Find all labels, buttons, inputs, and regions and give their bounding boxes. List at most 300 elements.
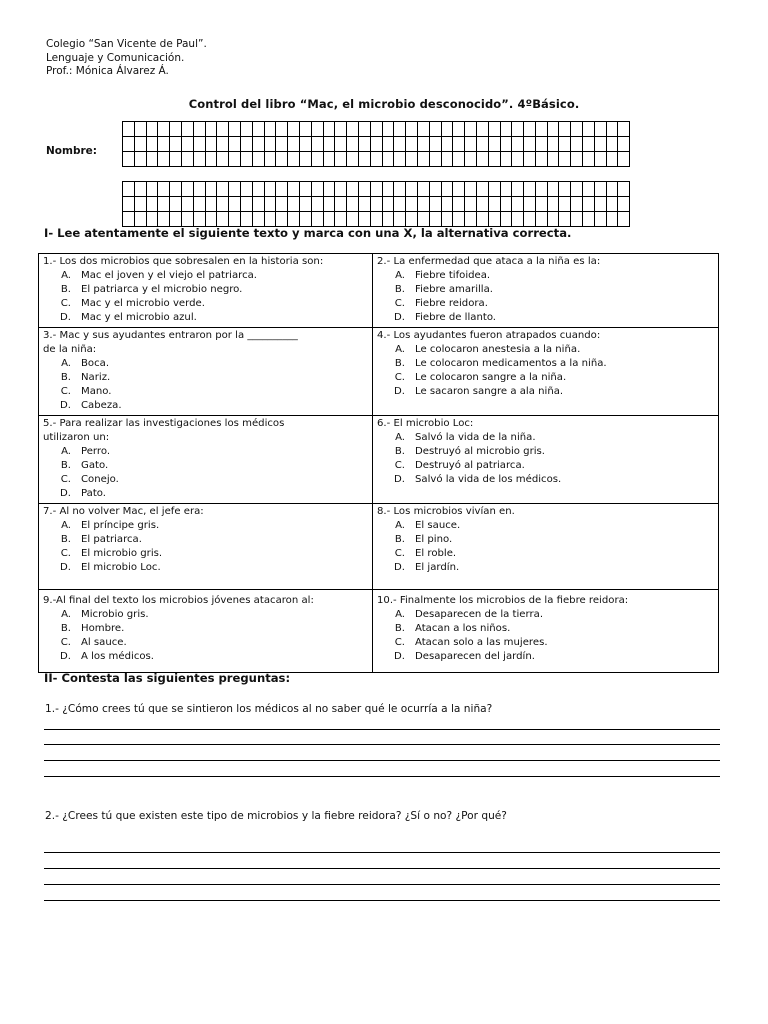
name-grid-cell[interactable] <box>559 212 571 227</box>
name-grid-cell[interactable] <box>123 212 135 227</box>
name-grid-cell[interactable] <box>594 137 606 152</box>
name-grid-cell[interactable] <box>276 137 288 152</box>
name-grid-cell[interactable] <box>299 122 311 137</box>
name-grid-cell[interactable] <box>146 197 158 212</box>
name-grid-cell[interactable] <box>335 122 347 137</box>
name-grid-cell[interactable] <box>465 122 477 137</box>
name-grid-cell[interactable] <box>123 197 135 212</box>
name-grid-cell[interactable] <box>606 152 618 167</box>
answer-option[interactable] <box>377 431 714 445</box>
answer-option[interactable] <box>43 636 368 650</box>
name-grid-cell[interactable] <box>311 182 323 197</box>
name-grid-cell[interactable] <box>146 212 158 227</box>
name-grid-cell[interactable] <box>512 122 524 137</box>
name-grid-cell[interactable] <box>465 137 477 152</box>
name-grid-cell[interactable] <box>417 152 429 167</box>
name-grid-cell[interactable] <box>606 182 618 197</box>
name-grid-cell[interactable] <box>181 122 193 137</box>
name-grid-cell[interactable] <box>429 197 441 212</box>
name-grid-cell[interactable] <box>606 212 618 227</box>
name-grid-cell[interactable] <box>547 152 559 167</box>
name-grid-cell[interactable] <box>217 137 229 152</box>
name-grid-cell[interactable] <box>524 122 536 137</box>
name-grid-cell[interactable] <box>618 182 630 197</box>
name-grid-cell[interactable] <box>358 152 370 167</box>
answer-option[interactable] <box>377 357 714 371</box>
name-grid-cell[interactable] <box>453 137 465 152</box>
name-grid-cell[interactable] <box>370 197 382 212</box>
answer-option[interactable] <box>377 297 714 311</box>
name-grid-cell[interactable] <box>217 182 229 197</box>
name-grid-cell[interactable] <box>252 152 264 167</box>
name-grid-cell[interactable] <box>123 137 135 152</box>
name-grid-cell[interactable] <box>488 122 500 137</box>
name-grid-cell[interactable] <box>488 197 500 212</box>
answer-option[interactable] <box>377 459 714 473</box>
name-grid-cell[interactable] <box>146 182 158 197</box>
name-grid-cell[interactable] <box>311 122 323 137</box>
name-grid-cell[interactable] <box>394 182 406 197</box>
name-grid-cell[interactable] <box>559 182 571 197</box>
name-grid-cell[interactable] <box>335 212 347 227</box>
name-grid-cell[interactable] <box>618 212 630 227</box>
answer-line[interactable] <box>44 852 720 853</box>
name-grid-cell[interactable] <box>488 137 500 152</box>
name-grid-cell[interactable] <box>217 152 229 167</box>
name-grid-cell[interactable] <box>488 182 500 197</box>
name-grid-cell[interactable] <box>547 197 559 212</box>
name-grid-cell[interactable] <box>134 182 146 197</box>
name-grid-cell[interactable] <box>229 122 241 137</box>
answer-line[interactable] <box>44 776 720 777</box>
name-grid-cell[interactable] <box>123 122 135 137</box>
name-grid-cell[interactable] <box>181 212 193 227</box>
answer-line[interactable] <box>44 744 720 745</box>
name-grid-cell[interactable] <box>524 197 536 212</box>
name-grid-cell[interactable] <box>406 152 418 167</box>
name-grid-cell[interactable] <box>264 212 276 227</box>
name-grid-cell[interactable] <box>535 122 547 137</box>
answer-option[interactable] <box>377 622 714 636</box>
name-grid-cell[interactable] <box>524 137 536 152</box>
name-grid-cell[interactable] <box>170 197 182 212</box>
name-grid-cell[interactable] <box>205 197 217 212</box>
name-grid-cell[interactable] <box>476 137 488 152</box>
name-grid-cell[interactable] <box>618 197 630 212</box>
name-grid-cell[interactable] <box>417 197 429 212</box>
answer-line[interactable] <box>44 760 720 761</box>
name-grid-cell[interactable] <box>606 197 618 212</box>
name-grid-cell[interactable] <box>465 212 477 227</box>
answer-option[interactable] <box>377 445 714 459</box>
name-grid-cell[interactable] <box>606 122 618 137</box>
name-grid-cell[interactable] <box>134 137 146 152</box>
name-grid-cell[interactable] <box>299 152 311 167</box>
name-grid-cell[interactable] <box>382 152 394 167</box>
name-grid-cell[interactable] <box>583 152 595 167</box>
name-grid-cell[interactable] <box>193 197 205 212</box>
name-grid-cell[interactable] <box>406 122 418 137</box>
name-grid-cell[interactable] <box>453 152 465 167</box>
name-grid-cell[interactable] <box>347 137 359 152</box>
answer-option[interactable] <box>377 311 714 325</box>
name-grid-cell[interactable] <box>547 137 559 152</box>
name-grid-cell[interactable] <box>252 212 264 227</box>
name-grid-cell[interactable] <box>524 182 536 197</box>
name-grid-cell[interactable] <box>323 152 335 167</box>
answer-option[interactable] <box>43 357 368 371</box>
name-grid-cell[interactable] <box>512 212 524 227</box>
name-grid-cell[interactable] <box>382 197 394 212</box>
name-grid-cell[interactable] <box>453 197 465 212</box>
name-grid-cell[interactable] <box>264 137 276 152</box>
name-grid-cell[interactable] <box>535 197 547 212</box>
name-grid-cell[interactable] <box>134 122 146 137</box>
name-grid-cell[interactable] <box>358 137 370 152</box>
name-grid-cell[interactable] <box>264 122 276 137</box>
name-grid-cell[interactable] <box>535 182 547 197</box>
answer-option[interactable] <box>43 297 368 311</box>
name-grid-cell[interactable] <box>170 182 182 197</box>
name-grid-cell[interactable] <box>217 197 229 212</box>
name-grid-cell[interactable] <box>158 122 170 137</box>
name-grid-cell[interactable] <box>240 182 252 197</box>
answer-line[interactable] <box>44 729 720 730</box>
name-grid-cell[interactable] <box>146 152 158 167</box>
name-grid-cell[interactable] <box>288 122 300 137</box>
name-grid-cell[interactable] <box>488 212 500 227</box>
name-grid-cell[interactable] <box>240 197 252 212</box>
name-grid-cell[interactable] <box>347 182 359 197</box>
answer-option[interactable] <box>43 459 368 473</box>
name-grid-cell[interactable] <box>299 137 311 152</box>
name-grid-cell[interactable] <box>441 212 453 227</box>
name-grid-cell[interactable] <box>323 212 335 227</box>
answer-option[interactable] <box>43 487 368 501</box>
name-grid-cell[interactable] <box>406 212 418 227</box>
name-grid-cell[interactable] <box>394 152 406 167</box>
name-grid-cell[interactable] <box>476 122 488 137</box>
name-grid-cell[interactable] <box>311 197 323 212</box>
name-grid-cell[interactable] <box>441 152 453 167</box>
name-grid-cell[interactable] <box>618 122 630 137</box>
answer-option[interactable] <box>43 385 368 399</box>
name-grid-cell[interactable] <box>500 152 512 167</box>
name-grid-cell[interactable] <box>406 182 418 197</box>
name-grid-cell[interactable] <box>335 137 347 152</box>
answer-line[interactable] <box>44 868 720 869</box>
answer-option[interactable] <box>43 533 368 547</box>
name-grid-cell[interactable] <box>229 182 241 197</box>
name-grid-cell[interactable] <box>205 122 217 137</box>
name-grid-cell[interactable] <box>594 212 606 227</box>
name-grid-cell[interactable] <box>547 182 559 197</box>
name-grid-cell[interactable] <box>335 197 347 212</box>
name-grid-cell[interactable] <box>358 122 370 137</box>
answer-option[interactable] <box>377 283 714 297</box>
name-grid-cell[interactable] <box>276 197 288 212</box>
name-grid-cell[interactable] <box>571 137 583 152</box>
name-grid-cell[interactable] <box>205 212 217 227</box>
answer-option[interactable] <box>377 650 714 664</box>
answer-option[interactable] <box>377 636 714 650</box>
name-grid-top[interactable] <box>122 121 630 167</box>
name-grid-cell[interactable] <box>299 197 311 212</box>
name-grid-cell[interactable] <box>465 197 477 212</box>
answer-option[interactable] <box>377 343 714 357</box>
name-grid-cell[interactable] <box>594 122 606 137</box>
name-grid-cell[interactable] <box>441 197 453 212</box>
name-grid-cell[interactable] <box>299 182 311 197</box>
answer-option[interactable] <box>43 283 368 297</box>
name-grid-cell[interactable] <box>323 122 335 137</box>
name-grid-cell[interactable] <box>311 212 323 227</box>
answer-option[interactable] <box>43 311 368 325</box>
name-grid-cell[interactable] <box>571 197 583 212</box>
name-grid-cell[interactable] <box>264 182 276 197</box>
name-grid-cell[interactable] <box>158 212 170 227</box>
answer-option[interactable] <box>43 547 368 561</box>
name-grid-cell[interactable] <box>205 182 217 197</box>
name-grid-cell[interactable] <box>347 152 359 167</box>
name-grid-cell[interactable] <box>311 137 323 152</box>
name-grid-cell[interactable] <box>583 212 595 227</box>
name-grid-cell[interactable] <box>583 122 595 137</box>
name-grid-cell[interactable] <box>146 122 158 137</box>
name-grid-cell[interactable] <box>500 182 512 197</box>
name-grid-cell[interactable] <box>181 182 193 197</box>
name-grid-cell[interactable] <box>476 152 488 167</box>
name-grid-cell[interactable] <box>170 212 182 227</box>
name-grid-cell[interactable] <box>323 197 335 212</box>
name-grid-cell[interactable] <box>618 137 630 152</box>
name-grid-cell[interactable] <box>500 137 512 152</box>
name-grid-cell[interactable] <box>476 182 488 197</box>
name-grid-cell[interactable] <box>594 152 606 167</box>
name-grid-cell[interactable] <box>181 152 193 167</box>
name-grid-cell[interactable] <box>229 152 241 167</box>
name-grid-cell[interactable] <box>134 197 146 212</box>
name-grid-cell[interactable] <box>240 122 252 137</box>
name-grid-cell[interactable] <box>571 122 583 137</box>
answer-option[interactable] <box>43 622 368 636</box>
name-grid-cell[interactable] <box>288 152 300 167</box>
name-grid-cell[interactable] <box>524 212 536 227</box>
name-grid-cell[interactable] <box>559 152 571 167</box>
name-grid-cell[interactable] <box>335 182 347 197</box>
name-grid-cell[interactable] <box>441 137 453 152</box>
name-grid-cell[interactable] <box>193 122 205 137</box>
name-grid-cell[interactable] <box>571 212 583 227</box>
name-grid-cell[interactable] <box>347 212 359 227</box>
name-grid-cell[interactable] <box>347 197 359 212</box>
name-grid-cell[interactable] <box>288 197 300 212</box>
name-grid-cell[interactable] <box>476 212 488 227</box>
name-grid-cell[interactable] <box>217 212 229 227</box>
name-grid-cell[interactable] <box>170 122 182 137</box>
name-grid-cell[interactable] <box>559 197 571 212</box>
name-grid-cell[interactable] <box>370 212 382 227</box>
name-grid-cell[interactable] <box>441 122 453 137</box>
name-grid-cell[interactable] <box>181 137 193 152</box>
name-grid-cell[interactable] <box>134 212 146 227</box>
name-grid-cell[interactable] <box>158 182 170 197</box>
name-grid-cell[interactable] <box>240 152 252 167</box>
answer-option[interactable] <box>43 473 368 487</box>
name-grid-cell[interactable] <box>382 137 394 152</box>
name-grid-cell[interactable] <box>547 122 559 137</box>
name-grid-cell[interactable] <box>193 137 205 152</box>
name-grid-cell[interactable] <box>311 152 323 167</box>
name-grid-cell[interactable] <box>512 152 524 167</box>
name-grid-cell[interactable] <box>134 152 146 167</box>
name-grid-cell[interactable] <box>170 137 182 152</box>
name-grid-cell[interactable] <box>547 212 559 227</box>
name-grid-cell[interactable] <box>288 212 300 227</box>
name-grid-cell[interactable] <box>370 122 382 137</box>
answer-option[interactable] <box>43 561 368 575</box>
name-grid-cell[interactable] <box>476 197 488 212</box>
name-grid-cell[interactable] <box>252 137 264 152</box>
name-grid-cell[interactable] <box>229 137 241 152</box>
name-grid-cell[interactable] <box>252 182 264 197</box>
name-grid-cell[interactable] <box>288 182 300 197</box>
name-grid-cell[interactable] <box>170 152 182 167</box>
name-grid-cell[interactable] <box>606 137 618 152</box>
name-grid-cell[interactable] <box>240 137 252 152</box>
name-grid-cell[interactable] <box>429 152 441 167</box>
name-grid-cell[interactable] <box>252 197 264 212</box>
name-grid-cell[interactable] <box>417 182 429 197</box>
answer-option[interactable] <box>377 371 714 385</box>
name-grid-cell[interactable] <box>453 182 465 197</box>
name-grid-cell[interactable] <box>146 137 158 152</box>
name-grid-cell[interactable] <box>453 122 465 137</box>
name-grid-cell[interactable] <box>394 137 406 152</box>
name-grid-cell[interactable] <box>535 137 547 152</box>
answer-option[interactable] <box>377 533 714 547</box>
name-grid-cell[interactable] <box>394 122 406 137</box>
name-grid-cell[interactable] <box>500 122 512 137</box>
name-grid-cell[interactable] <box>583 137 595 152</box>
answer-line[interactable] <box>44 900 720 901</box>
name-grid-cell[interactable] <box>335 152 347 167</box>
name-grid-cell[interactable] <box>276 152 288 167</box>
name-grid-cell[interactable] <box>583 197 595 212</box>
name-grid-cell[interactable] <box>123 152 135 167</box>
name-grid-cell[interactable] <box>358 182 370 197</box>
name-grid-cell[interactable] <box>417 122 429 137</box>
name-grid-cell[interactable] <box>347 122 359 137</box>
name-grid-cell[interactable] <box>512 197 524 212</box>
answer-option[interactable] <box>377 473 714 487</box>
name-grid-cell[interactable] <box>594 197 606 212</box>
name-grid-cell[interactable] <box>512 182 524 197</box>
name-grid-cell[interactable] <box>158 137 170 152</box>
name-grid-cell[interactable] <box>429 137 441 152</box>
name-grid-cell[interactable] <box>500 197 512 212</box>
name-grid-cell[interactable] <box>583 182 595 197</box>
name-grid-cell[interactable] <box>276 122 288 137</box>
name-grid-cell[interactable] <box>465 182 477 197</box>
name-grid-bottom[interactable] <box>122 181 630 227</box>
answer-option[interactable] <box>377 547 714 561</box>
name-grid-cell[interactable] <box>417 212 429 227</box>
name-grid-cell[interactable] <box>571 152 583 167</box>
name-grid-cell[interactable] <box>370 182 382 197</box>
answer-option[interactable] <box>43 269 368 283</box>
answer-option[interactable] <box>43 445 368 459</box>
name-grid-cell[interactable] <box>288 137 300 152</box>
name-grid-cell[interactable] <box>618 152 630 167</box>
name-grid-cell[interactable] <box>500 212 512 227</box>
name-grid-cell[interactable] <box>417 137 429 152</box>
name-grid-cell[interactable] <box>205 152 217 167</box>
name-grid-cell[interactable] <box>559 137 571 152</box>
name-grid-cell[interactable] <box>382 182 394 197</box>
name-grid-cell[interactable] <box>382 122 394 137</box>
name-grid-cell[interactable] <box>429 212 441 227</box>
name-grid-cell[interactable] <box>535 212 547 227</box>
name-grid-cell[interactable] <box>453 212 465 227</box>
name-grid-cell[interactable] <box>123 182 135 197</box>
name-grid-cell[interactable] <box>158 197 170 212</box>
name-grid-cell[interactable] <box>535 152 547 167</box>
name-grid-cell[interactable] <box>276 212 288 227</box>
name-grid-cell[interactable] <box>512 137 524 152</box>
name-grid-cell[interactable] <box>217 122 229 137</box>
name-grid-cell[interactable] <box>594 182 606 197</box>
answer-option[interactable] <box>377 561 714 575</box>
name-grid-cell[interactable] <box>429 182 441 197</box>
name-grid-cell[interactable] <box>299 212 311 227</box>
name-grid-cell[interactable] <box>229 212 241 227</box>
name-grid-cell[interactable] <box>358 212 370 227</box>
name-grid-cell[interactable] <box>406 137 418 152</box>
name-grid-cell[interactable] <box>370 137 382 152</box>
name-grid-cell[interactable] <box>240 212 252 227</box>
answer-option[interactable] <box>377 385 714 399</box>
answer-line[interactable] <box>44 884 720 885</box>
name-grid-cell[interactable] <box>429 122 441 137</box>
name-grid-cell[interactable] <box>559 122 571 137</box>
answer-option[interactable] <box>377 269 714 283</box>
name-grid-cell[interactable] <box>264 152 276 167</box>
name-grid-cell[interactable] <box>323 137 335 152</box>
answer-option[interactable] <box>43 371 368 385</box>
name-grid-cell[interactable] <box>382 212 394 227</box>
name-grid-cell[interactable] <box>193 182 205 197</box>
name-grid-cell[interactable] <box>370 152 382 167</box>
name-grid-cell[interactable] <box>358 197 370 212</box>
name-grid-cell[interactable] <box>394 197 406 212</box>
name-grid-cell[interactable] <box>441 182 453 197</box>
answer-option[interactable] <box>377 608 714 622</box>
name-grid-cell[interactable] <box>193 212 205 227</box>
name-grid-cell[interactable] <box>488 152 500 167</box>
name-grid-cell[interactable] <box>193 152 205 167</box>
name-grid-cell[interactable] <box>323 182 335 197</box>
answer-option[interactable] <box>43 399 368 413</box>
name-grid-cell[interactable] <box>181 197 193 212</box>
name-grid-cell[interactable] <box>264 197 276 212</box>
name-grid-cell[interactable] <box>524 152 536 167</box>
name-grid-cell[interactable] <box>571 182 583 197</box>
answer-option[interactable] <box>377 519 714 533</box>
answer-option[interactable] <box>43 650 368 664</box>
name-grid-cell[interactable] <box>205 137 217 152</box>
answer-option[interactable] <box>43 608 368 622</box>
